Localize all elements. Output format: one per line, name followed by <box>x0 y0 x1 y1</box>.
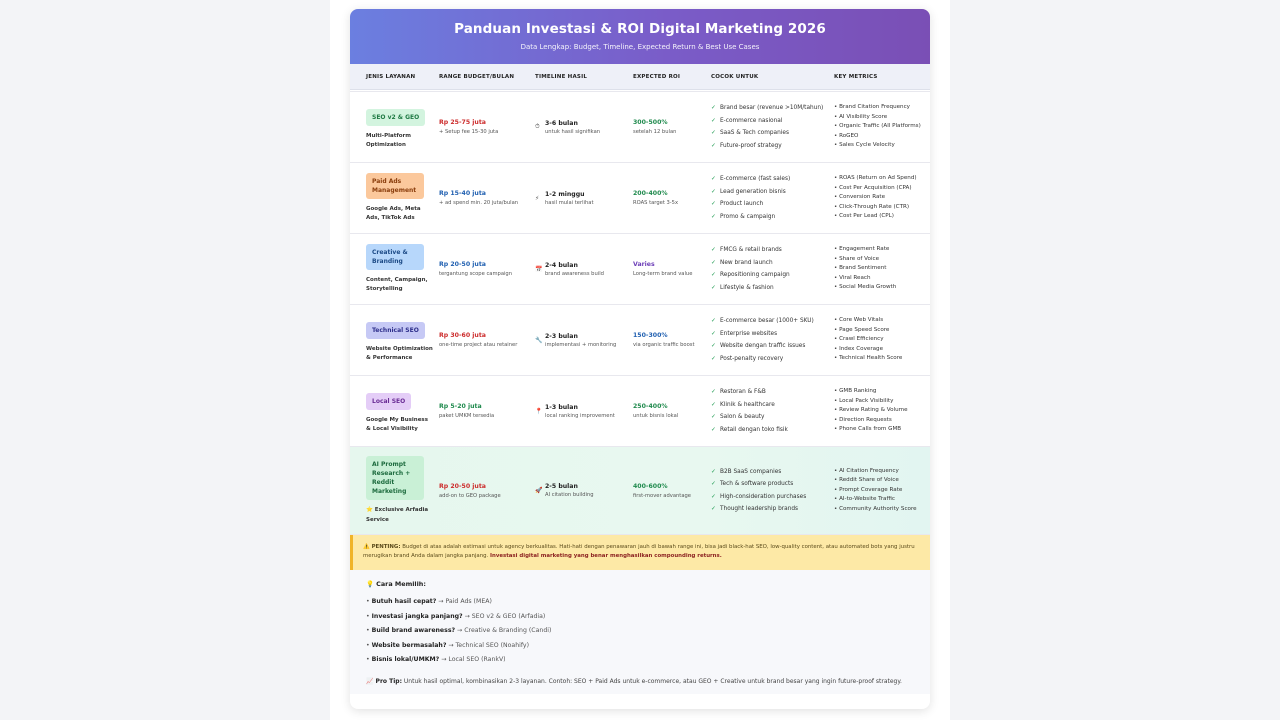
fit-text: Tech & software products <box>720 481 794 487</box>
roi-value: 250-400% <box>633 403 668 410</box>
check-icon: ✓ <box>711 201 716 207</box>
metrics-list <box>834 387 928 434</box>
metric-item: • Sales Cycle Velocity <box>834 142 895 149</box>
metric-item: • Viral Reach <box>834 274 871 281</box>
service-subtitle: Website Optimization & Performance <box>366 345 433 361</box>
fit-text: Lifestyle & fashion <box>720 284 774 291</box>
guide-question: Build brand awareness? <box>371 627 456 635</box>
timeline-icon: ⏱ <box>535 123 540 130</box>
service-cell <box>366 376 434 446</box>
guide-answer: → Technical SEO (Noahify) <box>446 641 529 649</box>
check-icon: ✓ <box>711 318 716 324</box>
metric-item: • Review Rating & Volume <box>834 407 908 414</box>
metric-item: • Community Authority Score <box>834 505 917 512</box>
fit-list <box>711 386 833 436</box>
fit-item <box>711 466 833 479</box>
timeline-note: hasil mulai terlihat <box>545 199 594 206</box>
timeline-cell <box>535 447 630 534</box>
table-header <box>350 64 930 90</box>
metric-item: • AI Visibility Score <box>834 113 888 120</box>
check-icon: ✓ <box>711 130 716 136</box>
metric-item: • Cost Per Acquisition (CPA) <box>834 184 912 191</box>
service-cell <box>366 305 434 375</box>
selection-guide <box>350 570 930 694</box>
fit-cell <box>711 447 833 534</box>
fit-item <box>711 491 833 504</box>
fit-cell <box>711 234 833 304</box>
check-icon: ✓ <box>711 401 716 408</box>
timeline-value: 2-5 bulan <box>545 483 578 490</box>
guide-question: Bisnis lokal/UMKM? <box>371 656 440 664</box>
column-header-fit: COCOK UNTUK <box>711 73 759 80</box>
service-subtitle: Google Ads, Meta Ads, TikTok Ads <box>366 205 421 221</box>
column-header-budget: RANGE BUDGET/BULAN <box>439 73 515 80</box>
metric-item: • Prompt Coverage Rate <box>834 486 903 493</box>
metric-item: • Index Coverage <box>834 345 884 352</box>
timeline-icon: ⚡ <box>535 194 540 202</box>
fit-list <box>711 315 833 365</box>
fit-list <box>711 244 833 294</box>
roi-guide-card <box>350 9 930 709</box>
roi-cell <box>633 447 709 534</box>
table-body <box>350 91 930 535</box>
fit-item <box>711 140 833 153</box>
fit-text: Thought leadership brands <box>720 506 799 512</box>
budget-cell <box>439 376 534 446</box>
budget-range: Rp 25-75 juta <box>439 119 486 126</box>
metrics-cell <box>834 447 928 534</box>
roi-note: ROAS target 3-5x <box>633 200 679 206</box>
fit-text: Brand besar (revenue >10M/tahun) <box>720 105 824 111</box>
table-row <box>350 447 930 535</box>
fit-item <box>711 386 833 399</box>
budget-note: add-on to GEO package <box>439 492 501 499</box>
fit-text: Restoran & F&B <box>720 389 766 395</box>
fit-text: E-commerce besar (1000+ SKU) <box>720 318 814 324</box>
check-icon: ✓ <box>711 481 716 487</box>
service-badge: Paid Ads Management <box>366 173 424 199</box>
timeline-note: AI citation building <box>545 492 594 498</box>
fit-item <box>711 269 833 282</box>
roi-note: untuk bisnis lokal <box>633 413 679 419</box>
check-icon: ✓ <box>711 188 716 195</box>
fit-text: High-consideration purchases <box>720 493 807 500</box>
service-subtitle: Multi-Platform Optimization <box>366 132 411 148</box>
column-header-metrics: KEY METRICS <box>834 73 878 80</box>
guide-item: • Investasi jangka panjang? → SEO v2 & GEO (Arfadia) <box>366 612 546 620</box>
budget-range: Rp 20-50 juta <box>439 261 486 268</box>
warning-emphasis: Investasi digital marketing yang benar menghasilkan compounding returns. <box>490 553 722 560</box>
metric-item: • Conversion Rate <box>834 194 886 201</box>
fit-item <box>711 115 833 128</box>
budget-cell <box>439 447 534 534</box>
metric-item: • Social Media Growth <box>834 284 897 291</box>
fit-cell <box>711 92 833 162</box>
fit-text: Lead generation bisnis <box>720 188 786 195</box>
metric-item: • Core Web Vitals <box>834 317 884 324</box>
timeline-value: 3-6 bulan <box>545 119 578 127</box>
budget-note: paket UMKM tersedia <box>439 413 495 419</box>
fit-item <box>711 340 833 353</box>
metric-item: • ROAS (Return on Ad Spend) <box>834 175 917 182</box>
check-icon: ✓ <box>711 355 716 362</box>
budget-range: Rp 20-50 juta <box>439 482 486 490</box>
service-badge: AI Prompt Research + Reddit Marketing <box>366 456 424 500</box>
pro-tip <box>366 678 914 685</box>
budget-range: Rp 5-20 juta <box>439 403 482 410</box>
warning-text: Budget di atas adalah estimasi untuk agency berkualitas. Hati-hati dengan penawaran jauh di bawah range ini, bisa jadi black-hat SEO, low-quality content, atau automated bots yang justru merugikan brand Anda dalam jangka panjang. <box>363 544 915 560</box>
fit-text: Future-proof strategy <box>720 142 782 149</box>
table-row <box>350 305 930 376</box>
guide-answer: → Creative & Branding (Candi) <box>455 627 552 635</box>
fit-text: Klinik & healthcare <box>720 401 775 408</box>
fit-item <box>711 257 833 270</box>
timeline-cell <box>535 92 630 162</box>
fit-item <box>711 211 833 224</box>
fit-list <box>711 466 833 516</box>
table-row <box>350 234 930 305</box>
service-badge: Local SEO <box>366 393 411 410</box>
metric-item: • RoGEO <box>834 132 859 139</box>
table-row <box>350 91 930 163</box>
header-banner <box>350 9 930 64</box>
timeline-value: 1-2 minggu <box>545 190 585 198</box>
metric-item: • Reddit Share of Voice <box>834 477 899 484</box>
timeline-value: 1-3 bulan <box>545 403 578 411</box>
metrics-cell <box>834 305 928 375</box>
check-icon: ✓ <box>711 247 716 253</box>
fit-text: Repositioning campaign <box>720 272 790 278</box>
metric-item: • Brand Sentiment <box>834 265 887 272</box>
roi-value: 150-300% <box>633 332 668 339</box>
service-cell <box>366 447 434 534</box>
timeline-icon: 📅 <box>535 265 543 273</box>
roi-note: via organic traffic boost <box>633 342 695 348</box>
budget-cell <box>439 234 534 304</box>
timeline-icon: 🔧 <box>535 336 543 344</box>
metric-item: • Technical Health Score <box>834 355 903 362</box>
fit-item <box>711 127 833 140</box>
timeline-note: local ranking improvement <box>545 412 615 419</box>
metrics-list <box>834 103 928 150</box>
fit-text: Salon & beauty <box>720 414 765 420</box>
service-cell <box>366 92 434 162</box>
check-icon: ✓ <box>711 468 716 475</box>
service-subtitle: Google My Business & Local Visibility <box>366 416 428 432</box>
check-icon: ✓ <box>711 259 716 266</box>
fit-item <box>711 186 833 199</box>
metric-item: • Engagement Rate <box>834 246 890 253</box>
metrics-list <box>834 245 928 292</box>
fit-item <box>711 503 833 516</box>
fit-text: E-commerce (fast sales) <box>720 176 791 182</box>
check-icon: ✓ <box>711 105 716 111</box>
budget-note: + ad spend min. 20 juta/bulan <box>439 200 519 206</box>
metric-item: • Local Pack Visibility <box>834 397 894 404</box>
roi-cell <box>633 305 709 375</box>
warning-box <box>350 535 930 570</box>
fit-cell <box>711 376 833 446</box>
check-icon: ✓ <box>711 176 716 182</box>
column-header-roi: EXPECTED ROI <box>633 73 681 80</box>
timeline-cell <box>535 163 630 233</box>
fit-item <box>711 315 833 328</box>
timeline-icon: 🚀 <box>535 487 543 494</box>
timeline-cell <box>535 376 630 446</box>
metric-item: • Crawl Efficiency <box>834 336 884 343</box>
column-header-service: JENIS LAYANAN <box>366 73 416 80</box>
fit-list <box>711 173 833 223</box>
budget-cell <box>439 92 534 162</box>
metric-item: • Phone Calls from GMB <box>834 426 902 433</box>
metric-item: • Click-Through Rate (CTR) <box>834 203 910 210</box>
budget-range: Rp 15-40 juta <box>439 190 486 197</box>
timeline-value: 2-4 bulan <box>545 261 578 269</box>
roi-note: Long-term brand value <box>633 271 693 277</box>
metric-item: • Organic Traffic (All Platforms) <box>834 123 921 130</box>
timeline-cell <box>535 305 630 375</box>
guide-item: • Website bermasalah? → Technical SEO (Noahify) <box>366 641 529 649</box>
fit-item <box>711 244 833 257</box>
fit-text: E-commerce nasional <box>720 117 783 124</box>
fit-text: Website dengan traffic issues <box>720 343 806 349</box>
check-icon: ✓ <box>711 506 716 512</box>
fit-text: Enterprise websites <box>720 330 778 337</box>
budget-range: Rp 30-60 juta <box>439 332 486 339</box>
service-cell <box>366 234 434 304</box>
timeline-note: brand awareness build <box>545 270 604 277</box>
fit-item <box>711 102 833 115</box>
budget-note: one-time project atau retainer <box>439 342 518 348</box>
page-subtitle: Data Lengkap: Budget, Timeline, Expected Return & Best Use Cases <box>520 43 760 51</box>
fit-item <box>711 478 833 491</box>
service-cell <box>366 163 434 233</box>
guide-answer: → Paid Ads (MEA) <box>436 598 492 605</box>
check-icon: ✓ <box>711 343 716 349</box>
timeline-cell <box>535 234 630 304</box>
fit-text: Post-penalty recovery <box>720 355 784 362</box>
budget-note: + Setup fee 15-30 juta <box>439 129 499 135</box>
fit-item <box>711 328 833 341</box>
fit-cell <box>711 163 833 233</box>
metrics-cell <box>834 376 928 446</box>
pro-tip-text: Untuk hasil optimal, kombinasikan 2-3 layanan. Contoh: SEO + Paid Ads untuk e-commerce, atau GEO + Creative untuk brand besar yang ingin future-proof strategy. <box>401 677 902 685</box>
check-icon: ✓ <box>711 117 716 124</box>
fit-text: Retail dengan toko fisik <box>720 426 788 433</box>
roi-value: Varies <box>633 261 655 268</box>
fit-item <box>711 282 833 295</box>
fit-item <box>711 353 833 366</box>
guide-item: • Butuh hasil cepat? → Paid Ads (MEA) <box>366 598 492 605</box>
metrics-cell <box>834 234 928 304</box>
service-subtitle: ⭐ Exclusive Arfadia Service <box>366 507 429 523</box>
fit-item <box>711 173 833 186</box>
roi-cell <box>633 234 709 304</box>
metric-item: • AI-to-Website Traffic <box>834 496 895 503</box>
timeline-note: implementasi + monitoring <box>545 341 617 348</box>
fit-item <box>711 411 833 424</box>
timeline-icon: 📍 <box>535 407 543 415</box>
roi-value: 200-400% <box>633 190 668 197</box>
budget-cell <box>439 163 534 233</box>
guide-question: Butuh hasil cepat? <box>371 598 437 605</box>
check-icon: ✓ <box>711 284 716 291</box>
metric-item: • Share of Voice <box>834 255 880 262</box>
pro-tip-label: 📈 Pro Tip: <box>366 677 402 685</box>
check-icon: ✓ <box>711 426 716 433</box>
fit-cell <box>711 305 833 375</box>
check-icon: ✓ <box>711 272 716 278</box>
warning-label: ⚠️ PENTING: <box>363 544 401 550</box>
fit-text: Product launch <box>720 201 764 207</box>
timeline-value: 2-3 bulan <box>545 332 578 340</box>
metrics-list <box>834 174 928 221</box>
fit-text: B2B SaaS companies <box>720 468 782 475</box>
fit-text: New brand launch <box>720 259 773 266</box>
metric-item: • GMB Ranking <box>834 388 877 395</box>
roi-value: 300-500% <box>633 119 668 126</box>
metric-item: • Page Speed Score <box>834 326 890 333</box>
check-icon: ✓ <box>711 389 716 395</box>
metric-item: • AI Citation Frequency <box>834 467 899 474</box>
guide-item: • Build brand awareness? → Creative & Branding (Candi) <box>366 627 552 635</box>
fit-item <box>711 399 833 412</box>
budget-cell <box>439 305 534 375</box>
check-icon: ✓ <box>711 142 716 149</box>
metric-item: • Cost Per Lead (CPL) <box>834 213 894 220</box>
check-icon: ✓ <box>711 493 716 500</box>
guide-heading: 💡 Cara Memilih: <box>366 580 426 588</box>
service-subtitle: Content, Campaign, Storytelling <box>366 276 428 292</box>
check-icon: ✓ <box>711 213 716 220</box>
metric-item: • Brand Citation Frequency <box>834 104 910 111</box>
guide-answer: → Local SEO (RankV) <box>439 656 506 664</box>
service-badge: Creative & Branding <box>366 244 424 270</box>
check-icon: ✓ <box>711 414 716 420</box>
fit-text: FMCG & retail brands <box>720 247 782 253</box>
fit-text: Promo & campaign <box>720 213 776 220</box>
column-header-timeline: TIMELINE HASIL <box>535 73 588 80</box>
roi-cell <box>633 92 709 162</box>
fit-list <box>711 102 833 152</box>
check-icon: ✓ <box>711 330 716 337</box>
page-title: Panduan Investasi & ROI Digital Marketing 2026 <box>454 21 826 37</box>
roi-cell <box>633 163 709 233</box>
metrics-cell <box>834 163 928 233</box>
metric-item: • Direction Requests <box>834 416 892 423</box>
roi-cell <box>633 376 709 446</box>
timeline-note: untuk hasil signifikan <box>545 128 601 135</box>
table-row <box>350 163 930 234</box>
table-row <box>350 376 930 447</box>
guide-item: • Bisnis lokal/UMKM? → Local SEO (RankV) <box>366 656 506 664</box>
roi-value: 400-600% <box>633 482 668 490</box>
roi-note: setelah 12 bulan <box>633 129 677 135</box>
guide-question: Investasi jangka panjang? <box>371 612 463 620</box>
service-badge: Technical SEO <box>366 322 425 339</box>
metrics-list <box>834 467 928 514</box>
budget-note: tergantung scope campaign <box>439 271 513 277</box>
fit-item <box>711 198 833 211</box>
guide-answer: → SEO v2 & GEO (Arfadia) <box>462 612 546 620</box>
roi-note: first-mover advantage <box>633 492 691 499</box>
fit-item <box>711 424 833 437</box>
metrics-cell <box>834 92 928 162</box>
fit-text: SaaS & Tech companies <box>720 130 789 136</box>
guide-question: Website bermasalah? <box>371 641 447 649</box>
metrics-list <box>834 316 928 363</box>
service-badge: SEO v2 & GEO <box>366 109 425 126</box>
